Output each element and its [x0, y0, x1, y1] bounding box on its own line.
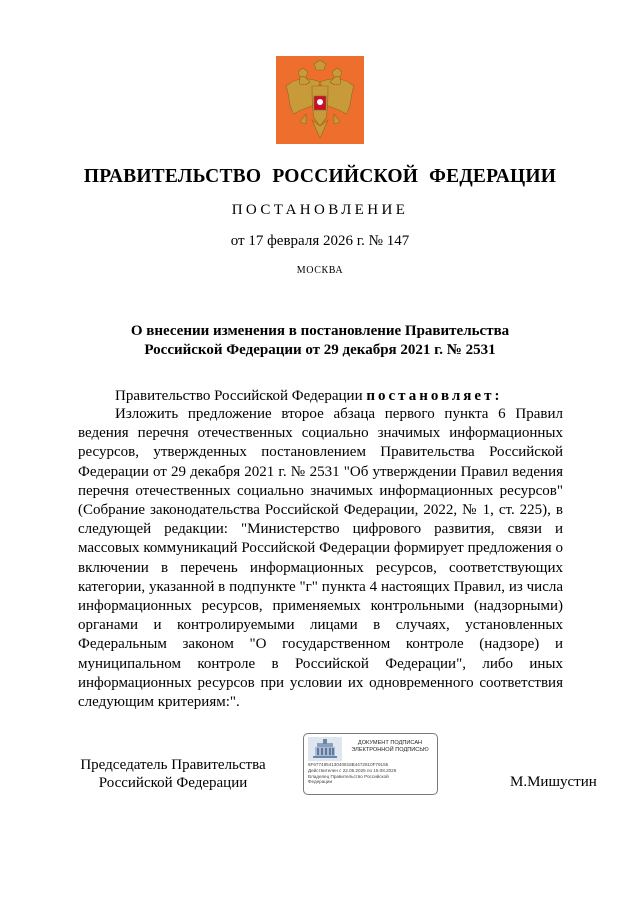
- stamp-title: [344, 740, 436, 754]
- stamp-validity: Действителен с 22.05.2025 по 15.08.2026: [308, 767, 397, 773]
- electronic-signature-stamp: [303, 733, 438, 795]
- coat-of-arms-emblem-icon: [276, 56, 364, 144]
- subject-line-1: О внесении изменения в постановление Правительства: [130, 323, 510, 339]
- document-type: ПОСТАНОВЛЕНИЕ: [231, 202, 409, 218]
- stamp-title-line-1: ДОКУМЕНТ ПОДПИСАН: [357, 740, 423, 746]
- signatory-position: [78, 756, 268, 792]
- stamp-title-line-2: ЭЛЕКТРОННОЙ ПОДПИСЬЮ: [351, 747, 429, 753]
- signatory-position-line-1: Председатель Правительства: [80, 757, 266, 773]
- document-subject: [0, 322, 640, 360]
- body-paragraph: Изложить предложение второе абзаца первого пункта 6 Правил ведения перечня отечественных социально значимых информационных ресурсов, утвержденных постановлением Правительства Российской Федерации от 29 декабря 2021 г. № 2531 "Об утверждении Правил ведения перечня отечественных социально значимых информационных ресурсов" (Собрание законодательства Российской Федерации, 2022, № 1, ст. 225), в следующей редакции: "Министерство цифрового развития, связи и массовых коммуникаций Российской Федерации формирует предложения о включении в перечень информационных ресурсов, соответствующих категории, указанной в подпункте "г" пункта 4 настоящих Правил, из числа информационных ресурсов, применяемых контрольными (надзорными) органами и контролируемыми лицами в случаях, установленных Федеральным законом "О государственном контроле (надзоре) и муниципальном контроле в Российской Федерации", либо иных информационных ресурсов при условии их одновременного соответствия следующим критериям:".: [78, 406, 563, 711]
- stamp-details: [308, 762, 436, 785]
- government-title: ПРАВИТЕЛЬСТВО РОССИЙСКОЙ ФЕДЕРАЦИИ: [83, 166, 557, 187]
- subject-line-2: Российской Федерации от 29 декабря 2021 г. № 2531: [144, 342, 496, 358]
- document-date-number: от 17 февраля 2026 г. № 147: [230, 233, 410, 249]
- stamp-owner: Владелец Правительство Российской: [308, 773, 389, 779]
- government-building-icon: [308, 737, 342, 761]
- stamp-owner-line-2: Федерации: [308, 779, 333, 785]
- intro-keyword: постановляет:: [366, 388, 503, 404]
- intro-prefix: Правительство Российской Федерации: [115, 388, 363, 404]
- document-city: МОСКВА: [296, 265, 344, 276]
- intro-line: [115, 388, 502, 405]
- signatory-position-line-2: Российской Федерации: [98, 775, 248, 791]
- signatory-name: М.Мишустин: [510, 774, 597, 790]
- stamp-certificate: 6F677485413040818B4472810F79155: [308, 762, 389, 767]
